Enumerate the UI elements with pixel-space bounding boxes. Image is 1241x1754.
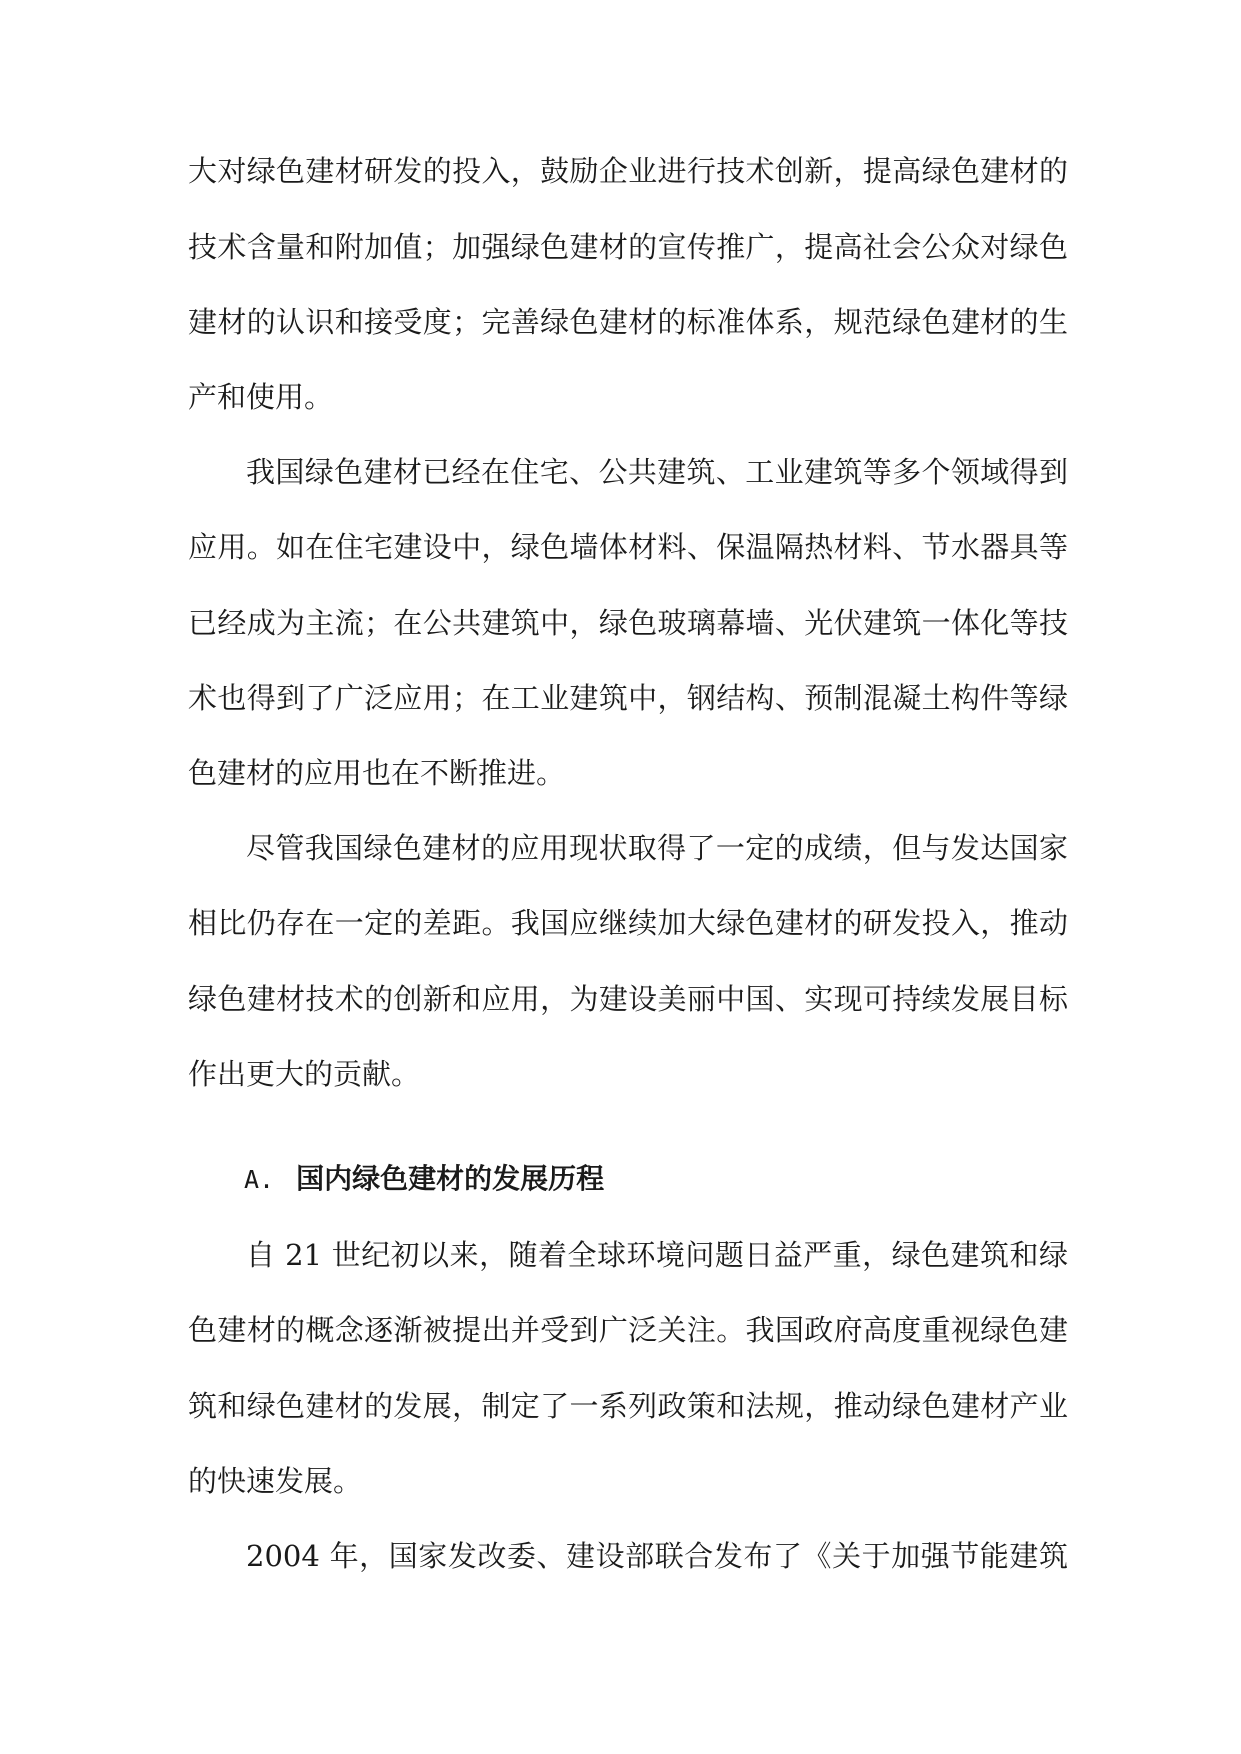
paragraph-line: 2004 年，国家发改委、建设部联合发布了《关于加强节能建筑 <box>246 1539 1068 1573</box>
section-number: A. <box>244 1165 275 1194</box>
paragraph-line: 相比仍存在一定的差距。我国应继续加大绿色建材的研发投入，推动 <box>188 906 1068 940</box>
paragraph-line: 色建材的概念逐渐被提出并受到广泛关注。我国政府高度重视绿色建 <box>188 1313 1068 1347</box>
paragraph-line: 尽管我国绿色建材的应用现状取得了一定的成绩，但与发达国家 <box>246 831 1068 865</box>
paragraph-line: 筑和绿色建材的发展，制定了一系列政策和法规，推动绿色建材产业 <box>188 1389 1068 1423</box>
paragraph-line: 自 21 世纪初以来，随着全球环境问题日益严重，绿色建筑和绿 <box>246 1238 1068 1272</box>
paragraph-line: 色建材的应用也在不断推进。 <box>188 756 566 790</box>
section-heading <box>244 1159 604 1199</box>
paragraph-line: 应用。如在住宅建设中，绿色墙体材料、保温隔热材料、节水器具等 <box>188 530 1068 564</box>
paragraph-line: 技术含量和附加值；加强绿色建材的宣传推广，提高社会公众对绿色 <box>188 230 1068 264</box>
paragraph-line: 作出更大的贡献。 <box>188 1057 421 1091</box>
paragraph-line: 已经成为主流；在公共建筑中，绿色玻璃幕墙、光伏建筑一体化等技 <box>188 606 1068 640</box>
paragraph-line: 我国绿色建材已经在住宅、公共建筑、工业建筑等多个领域得到 <box>246 455 1068 489</box>
paragraph-line: 产和使用。 <box>188 380 334 414</box>
paragraph-line: 的快速发展。 <box>188 1464 363 1498</box>
paragraph-line: 绿色建材技术的创新和应用，为建设美丽中国、实现可持续发展目标 <box>188 982 1068 1016</box>
section-title: 国内绿色建材的发展历程 <box>296 1162 605 1195</box>
paragraph-line: 大对绿色建材研发的投入，鼓励企业进行技术创新，提高绿色建材的 <box>188 154 1068 188</box>
paragraph-line: 建材的认识和接受度；完善绿色建材的标准体系，规范绿色建材的生 <box>188 305 1068 339</box>
paragraph-line: 术也得到了广泛应用；在工业建筑中，钢结构、预制混凝土构件等绿 <box>188 681 1068 715</box>
